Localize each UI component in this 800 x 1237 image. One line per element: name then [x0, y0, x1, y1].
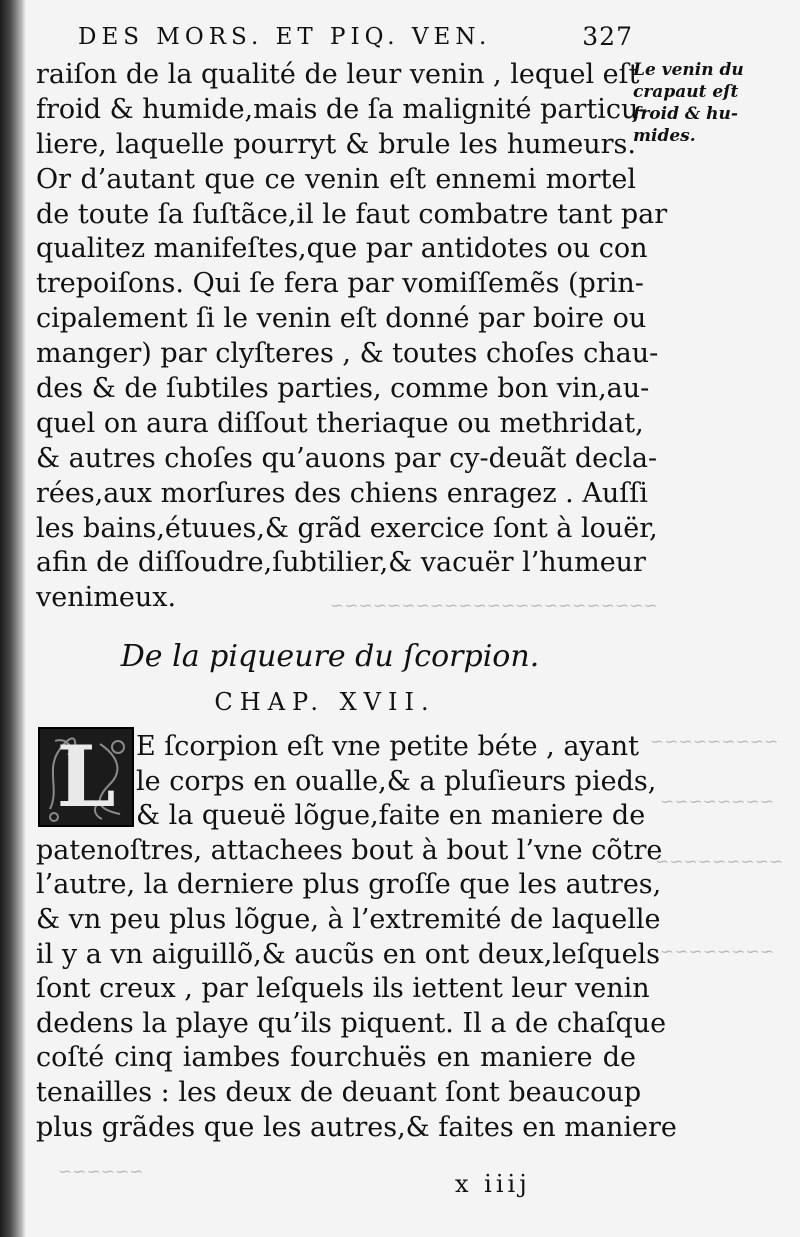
text-line: de toute ſa ſuſtãce,il le faut combatre tant par	[36, 198, 668, 230]
text-line: venimeux.	[36, 582, 177, 614]
margin-note-line: crapaut eſt	[633, 82, 739, 102]
text-line: E ſcorpion eſt vne petite béte , ayant	[136, 731, 640, 762]
margin-note-line: mides.	[633, 126, 696, 146]
text-line: ſont creux , par leſquels ils iettent leur venin	[36, 973, 650, 1005]
text-line: & autres choſes qu’auons par cy-deuãt decla-	[36, 442, 658, 474]
page-number: 327	[582, 22, 633, 51]
margin-note-line: Le venin du	[633, 60, 744, 80]
text-line: trepoiſons. Qui ſe fera par vomiſſemẽs (prin-	[36, 268, 644, 300]
text-line: liere, laquelle pourryt & brule les humeurs.	[36, 128, 636, 160]
chapter-heading: CHAP. XVII.	[214, 688, 436, 716]
margin-note-line: froid & hu-	[633, 104, 738, 124]
page-header	[78, 22, 633, 52]
text-line: rées,aux morſures des chiens enragez . Auſſi	[36, 477, 648, 509]
text-line: les bains,étuues,& grãd exercice ſont à louër,	[36, 512, 658, 544]
text-line: des & de ſubtiles parties, comme bon vin,au-	[36, 373, 650, 405]
running-title: DES MORS. ET PIQ. VEN.	[78, 24, 492, 50]
text-line: il y a vn aiguillõ,& aucũs en ont deux,leſquels	[36, 938, 661, 970]
section-heading: De la piqueure du ſcorpion.	[120, 639, 540, 674]
signature-mark: x iiij	[455, 1170, 531, 1198]
show-through-text: ~~~~~~~~	[660, 942, 774, 962]
text-line: raiſon de la qualité de leur venin , lequel eſt	[36, 59, 640, 90]
text-line: Or d’autant que ce venin eſt ennemi mortel	[36, 163, 636, 195]
binding-gutter	[0, 0, 26, 1237]
text-line: quel on aura diſſout theriaque ou methridat,	[36, 407, 644, 439]
chapter-paragraph	[36, 727, 677, 1145]
text-line: coſté cinq iambes fourchuës en maniere de	[36, 1042, 636, 1074]
margin-note	[633, 59, 763, 147]
text-line: & vn peu plus lõgue, à l’extremité de laquelle	[36, 903, 661, 935]
text-line: froid & humide,mais de ſa malignité particu-	[36, 93, 648, 125]
text-line: afin de diſſoudre,ſubtilier,& vacuër l’humeur	[36, 547, 646, 579]
text-line: manger) par clyſteres , & toutes choſes chau-	[36, 338, 659, 370]
text-line: tenailles : les deux de deuant ſont beaucoup	[36, 1076, 642, 1108]
text-line: le corps en oualle,& a pluſieurs pieds,	[136, 765, 657, 797]
text-line: dedens la playe qu’ils piquent. Il a de chaſque	[36, 1007, 667, 1039]
text-line: & la queuë lõgue,faite en maniere de	[136, 800, 646, 832]
show-through-text: ~~~~~~~~~~~~~~~~~~~~~~~	[330, 596, 658, 616]
text-line: cipalement ſi le venin eſt donné par boire ou	[36, 303, 647, 335]
show-through-text: ~~~~~~~~~	[650, 732, 779, 752]
show-through-text: ~~~~~~	[58, 1162, 144, 1182]
show-through-text: ~~~~~~~~	[660, 792, 774, 812]
text-line: qualitez manifeſtes,que par antidotes ou con	[36, 233, 648, 265]
text-line: l’autre, la derniere plus groſſe que les autres,	[36, 869, 662, 901]
drop-cap-letter: L	[56, 727, 116, 826]
text-line: plus grãdes que les autres,& faites en maniere	[36, 1111, 677, 1143]
show-through-text: ~~~~~~~~~	[655, 852, 784, 872]
text-line: patenoſtres, attachees bout à bout l’vne cõtre	[36, 834, 663, 866]
